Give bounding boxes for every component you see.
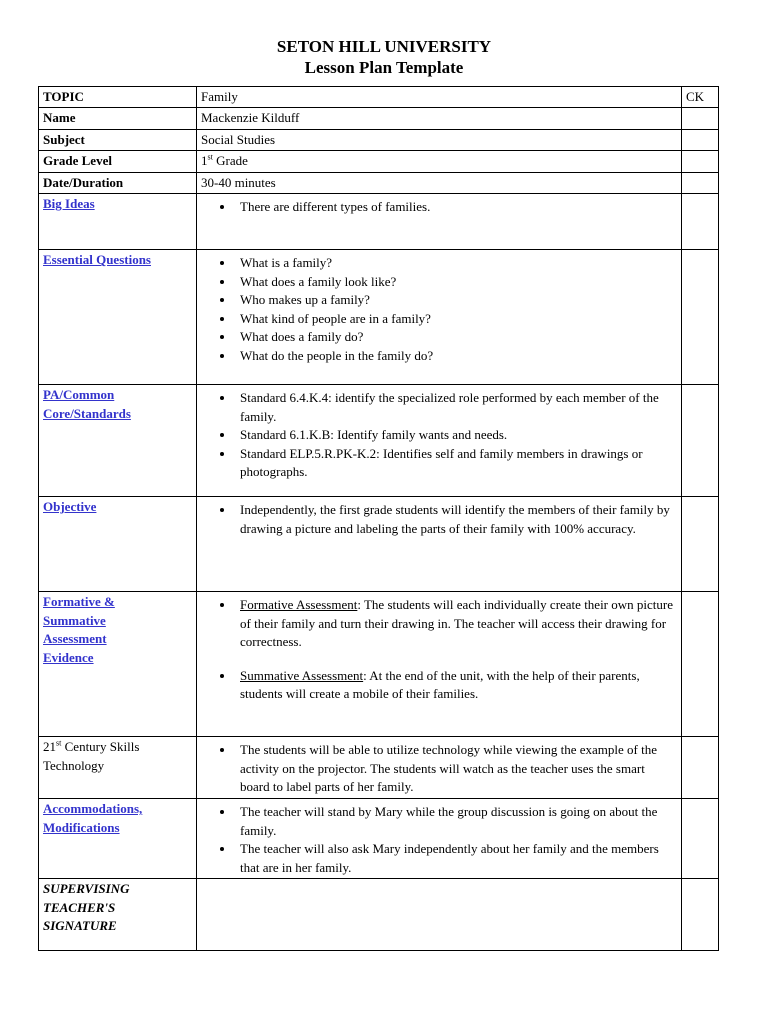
bullet-item xyxy=(235,426,677,444)
row-label-date-duration xyxy=(39,172,197,193)
bullet-item xyxy=(235,667,677,704)
row-content-topic xyxy=(197,87,682,108)
text-segment: : At the end of the unit, with the help of their parents, students will create a mobile of their families. xyxy=(240,667,640,702)
bullet-item xyxy=(235,198,677,216)
table-row-objective xyxy=(39,497,719,592)
text-segment: TOPIC xyxy=(43,89,84,104)
text-segment: Formative & xyxy=(43,594,115,610)
row-ck-grade-level xyxy=(682,151,719,172)
text-segment: Grade Level xyxy=(43,153,112,169)
table-row-big-ideas xyxy=(39,194,719,250)
bullet-list xyxy=(201,254,677,365)
text-segment: Summative xyxy=(43,612,106,628)
document-header xyxy=(38,36,730,78)
table-row-accommodations xyxy=(39,799,719,879)
bullet-list xyxy=(201,596,677,703)
row-ck-century-skills xyxy=(682,737,719,799)
university-title: SETON HILL UNIVERSITY xyxy=(276,37,492,56)
table-row-standards xyxy=(39,385,719,497)
text-segment: Standard 6.1.K.B: Identify family wants and needs. xyxy=(240,427,508,443)
row-ck-date-duration xyxy=(682,172,719,193)
bullet-item xyxy=(235,347,677,365)
row-ck-big-ideas xyxy=(682,194,719,250)
row-content-century-skills xyxy=(197,737,682,799)
row-label-century-skills xyxy=(39,737,197,799)
bullet-item xyxy=(235,803,677,840)
text-segment: Grade xyxy=(212,153,248,169)
row-label-subject xyxy=(39,129,197,150)
text-segment: Accommodations, xyxy=(43,801,143,817)
row-content-big-ideas xyxy=(197,194,682,250)
text-segment: 21 xyxy=(43,739,56,755)
text-segment: Formative Assessment xyxy=(240,597,358,613)
row-content-name xyxy=(197,108,682,129)
row-content-grade-level xyxy=(197,151,682,172)
bullet-item xyxy=(235,291,677,309)
text-segment: Standard 6.4.K.4: identify the specialized role performed by each member of the family. xyxy=(240,390,659,424)
row-ck-standards xyxy=(682,385,719,497)
text-segment: st xyxy=(207,153,213,163)
row-content-essential-questions xyxy=(197,250,682,385)
text-segment: Who makes up a family? xyxy=(240,292,370,308)
text-segment: What does a family do? xyxy=(240,329,364,345)
table-row-topic xyxy=(39,87,719,108)
bullet-list xyxy=(201,741,677,796)
row-content-subject xyxy=(197,129,682,150)
text-segment: The students will be able to utilize technology while viewing the example of the activity on the projector. The students will watch as the teacher uses the smart board to label parts of her family. xyxy=(240,742,657,795)
row-ck-essential-questions xyxy=(682,250,719,385)
bullet-item xyxy=(235,310,677,328)
text-segment: Standard ELP.5.R.PK-K.2: Identifies self and family members in drawings or photographs. xyxy=(240,445,643,480)
text-segment: There are different types of families. xyxy=(240,199,431,215)
bullet-item xyxy=(235,840,677,877)
bullet-list xyxy=(201,198,677,216)
row-ck-topic: CK xyxy=(682,87,719,108)
bullet-list xyxy=(201,501,677,538)
row-label-big-ideas[interactable] xyxy=(39,194,197,250)
row-content-assessment xyxy=(197,592,682,737)
text-segment: What does a family look like? xyxy=(240,273,397,289)
text-segment: Mackenzie Kilduff xyxy=(201,110,300,126)
text-segment: Summative Assessment xyxy=(240,667,364,683)
bullet-item xyxy=(235,254,677,272)
text-segment: Objective xyxy=(43,499,97,515)
text-segment: Evidence xyxy=(43,649,94,665)
table-row-subject xyxy=(39,129,719,150)
text-segment: 1 xyxy=(201,153,208,169)
bullet-item xyxy=(235,273,677,291)
row-label-signature xyxy=(39,879,197,951)
text-segment: 30-40 minutes xyxy=(201,174,276,190)
text-segment: PA/Common xyxy=(43,387,115,403)
text-segment: SIGNATURE xyxy=(43,917,117,933)
text-segment: What kind of people are in a family? xyxy=(240,310,431,326)
table-row-assessment xyxy=(39,592,719,737)
bullet-item xyxy=(235,328,677,346)
row-ck-signature xyxy=(682,879,719,951)
row-label-assessment[interactable] xyxy=(39,592,197,737)
text-segment: Social Studies xyxy=(201,131,276,147)
row-label-topic xyxy=(39,87,197,108)
bullet-item xyxy=(235,501,677,538)
row-ck-name xyxy=(682,108,719,129)
table-row-date-duration xyxy=(39,172,719,193)
text-segment: : The students will each individually create their own picture of their family and turn their drawing in. The teacher will access their drawing for correctness. xyxy=(240,597,673,650)
text-segment: Big Ideas xyxy=(43,196,95,212)
table-row-name xyxy=(39,108,719,129)
text-segment: Subject xyxy=(43,131,85,147)
row-content-signature xyxy=(197,879,682,951)
bullet-list xyxy=(201,803,677,877)
table-row-signature xyxy=(39,879,719,951)
text-segment: Independently, the first grade students will identify the members of their family by drawing a picture and labeling the parts of their family with 100% accuracy. xyxy=(240,502,670,536)
text-segment: Family xyxy=(201,89,238,104)
text-segment: SUPERVISING xyxy=(43,881,130,897)
row-ck-assessment xyxy=(682,592,719,737)
text-segment: The teacher will also ask Mary independently about her family and the members that are in her family. xyxy=(240,841,659,875)
row-ck-accommodations xyxy=(682,799,719,879)
row-label-standards[interactable] xyxy=(39,385,197,497)
row-content-objective xyxy=(197,497,682,592)
row-label-essential-questions[interactable] xyxy=(39,250,197,385)
row-label-grade-level xyxy=(39,151,197,172)
table-row-essential-questions xyxy=(39,250,719,385)
row-content-date-duration xyxy=(197,172,682,193)
row-content-standards xyxy=(197,385,682,497)
text-segment: TEACHER'S xyxy=(43,899,116,915)
text-segment: Technology xyxy=(43,757,105,773)
table-row-century-skills xyxy=(39,737,719,799)
text-segment: Core/Standards xyxy=(43,405,131,421)
text-segment: Century Skills xyxy=(61,739,140,755)
bullet-item xyxy=(235,741,677,796)
row-label-name xyxy=(39,108,197,129)
bullet-item xyxy=(235,445,677,482)
row-ck-subject xyxy=(682,129,719,150)
bullet-item xyxy=(235,389,677,426)
row-label-objective[interactable] xyxy=(39,497,197,592)
document-title: Lesson Plan Template xyxy=(304,58,464,77)
text-segment: Essential Questions xyxy=(43,252,151,268)
text-segment: Date/Duration xyxy=(43,174,124,190)
row-label-accommodations[interactable] xyxy=(39,799,197,879)
bullet-list xyxy=(201,389,677,481)
lesson-table-body xyxy=(39,87,719,951)
row-content-accommodations xyxy=(197,799,682,879)
row-ck-objective xyxy=(682,497,719,592)
lesson-plan-table xyxy=(38,86,719,951)
text-segment: What is a family? xyxy=(240,255,333,271)
text-segment: Name xyxy=(43,110,76,126)
text-segment: Modifications xyxy=(43,819,120,835)
text-segment: The teacher will stand by Mary while the group discussion is going on about the family. xyxy=(240,804,658,838)
text-segment: st xyxy=(56,738,62,748)
table-row-grade-level xyxy=(39,151,719,172)
text-segment: What do the people in the family do? xyxy=(240,347,434,363)
text-segment: Assessment xyxy=(43,631,107,647)
bullet-item xyxy=(235,596,677,651)
